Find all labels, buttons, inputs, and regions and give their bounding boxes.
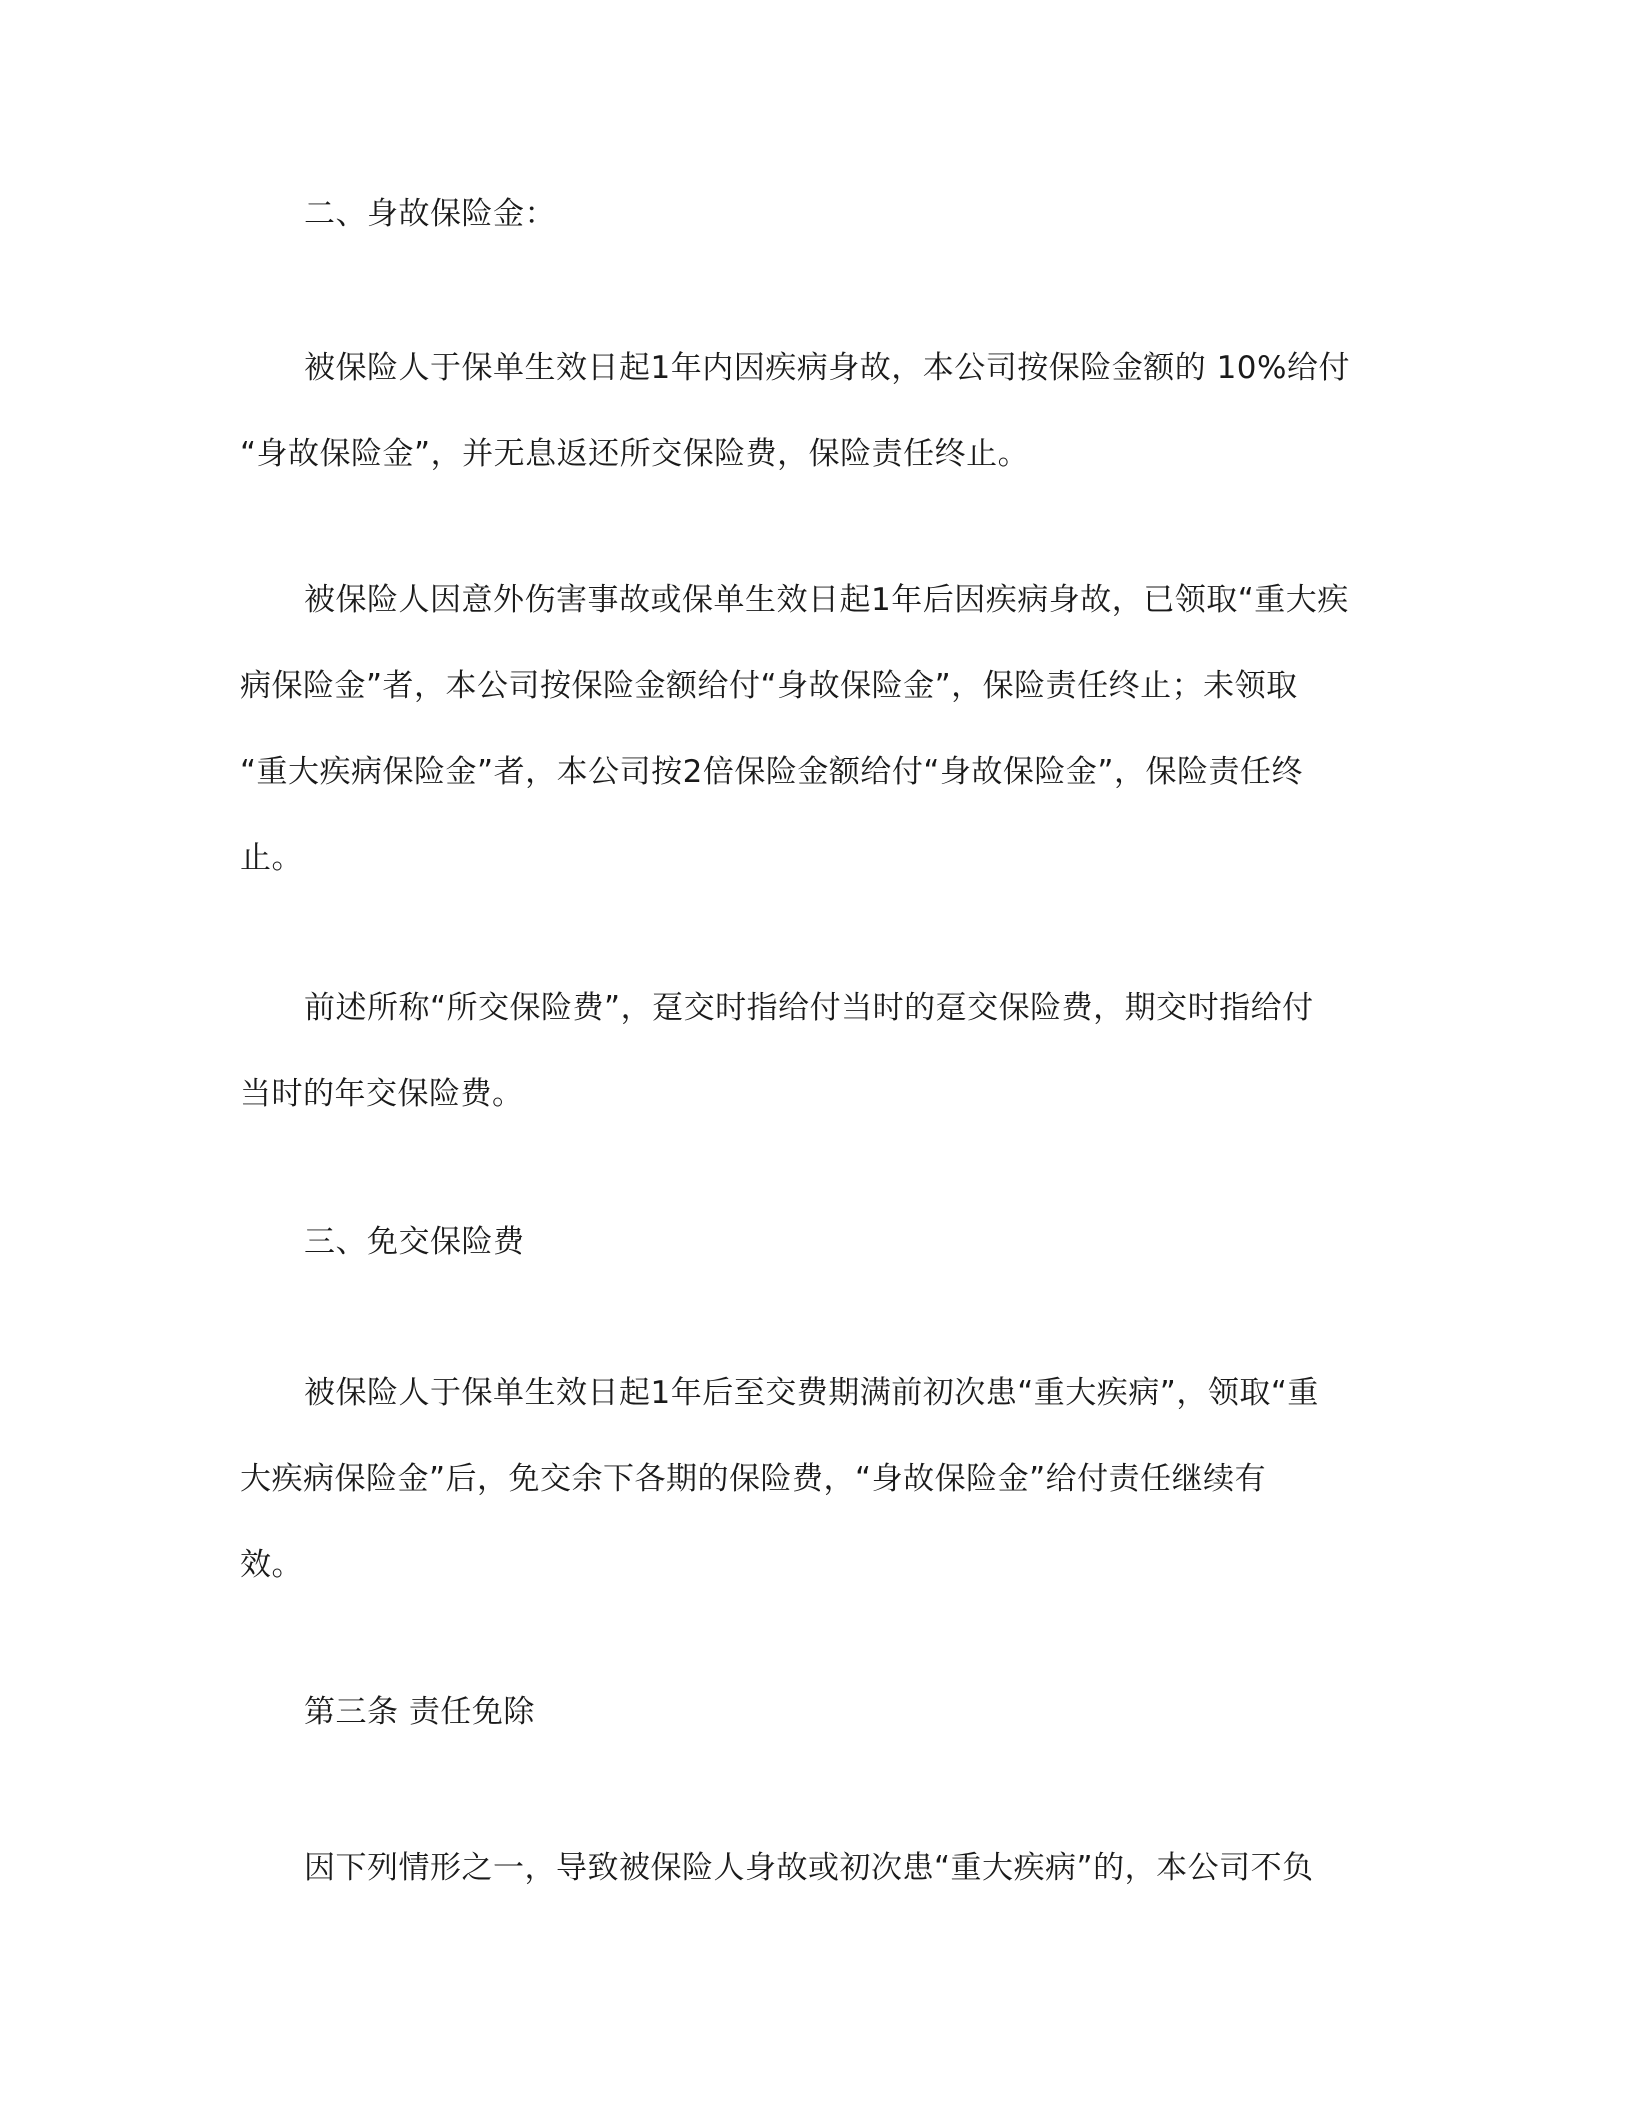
section-heading-premium-waiver: 三、免交保险费 [304, 1224, 525, 1260]
paragraph-line: 效。 [240, 1547, 303, 1583]
paragraph-line: 被保险人因意外伤害事故或保单生效日起1年后因疾病身故，已领取“重大疾 [304, 582, 1349, 618]
paragraph-line: “身故保险金”，并无息返还所交保险费，保险责任终止。 [240, 436, 1030, 472]
paragraph-line: 当时的年交保险费。 [240, 1076, 524, 1112]
paragraph-line: 病保险金”者，本公司按保险金额给付“身故保险金”，保险责任终止；未领取 [240, 668, 1298, 704]
paragraph-line: 前述所称“所交保险费”，趸交时指给付当时的趸交保险费，期交时指给付 [304, 990, 1314, 1026]
paragraph-line: 因下列情形之一，导致被保险人身故或初次患“重大疾病”的，本公司不负 [304, 1850, 1314, 1886]
paragraph-line: 止。 [240, 840, 303, 876]
paragraph-line: 被保险人于保单生效日起1年后至交费期满前初次患“重大疾病”，领取“重 [304, 1375, 1319, 1411]
article-heading-exclusions: 第三条 责任免除 [304, 1694, 535, 1730]
paragraph-line: 被保险人于保单生效日起1年内因疾病身故，本公司按保险金额的 10%给付 [304, 350, 1350, 386]
paragraph-line: “重大疾病保险金”者，本公司按2倍保险金额给付“身故保险金”，保险责任终 [240, 754, 1303, 790]
section-heading-death-benefit: 二、身故保险金： [304, 196, 556, 232]
paragraph-line: 大疾病保险金”后，免交余下各期的保险费，“身故保险金”给付责任继续有 [240, 1461, 1267, 1497]
